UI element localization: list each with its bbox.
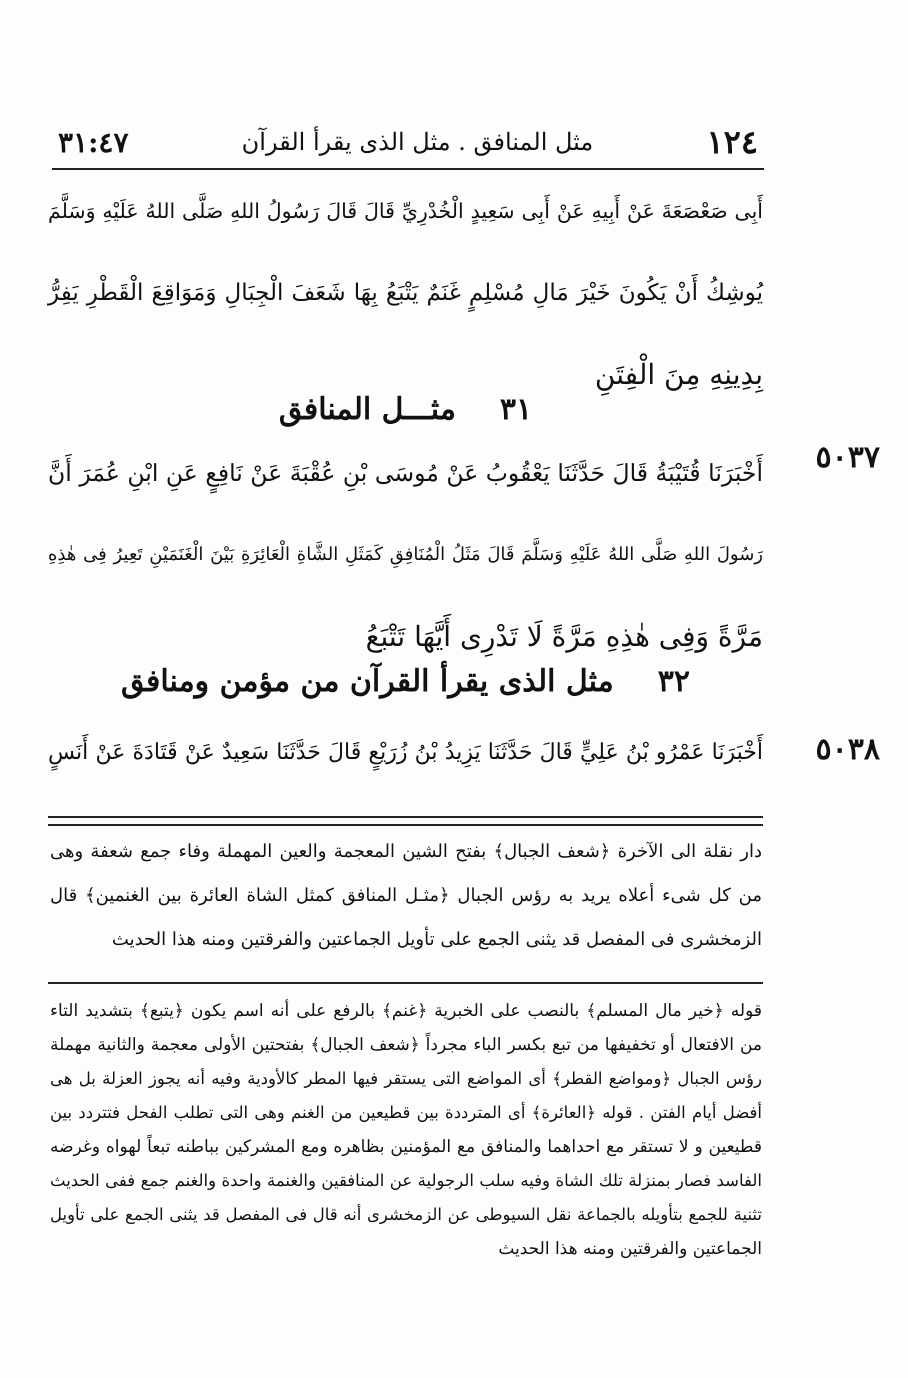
text-line: مَرَّةً وَفِى هٰذِهِ مَرَّةً لَا تَدْرِى أَيَّهَا تَتْبَعُ — [365, 620, 763, 653]
running-title: مثل المنافق . مثل الذى يقرأ القرآن — [241, 128, 594, 156]
text-line: أَخْبَرَنَا قُتَيْبَةُ قَالَ حَدَّثَنَا يَعْقُوبُ عَنْ مُوسَى بْنِ عُقْبَةَ عَنْ نَافِعٍ عَنِ ابْنِ عُمَرَ أَنَّ — [48, 459, 763, 487]
chapter-title: مثل الذى يقرأ القرآن من مؤمن ومنافق — [121, 664, 614, 699]
hadith-number: ٥٠٣٨ — [815, 732, 880, 767]
text-line: رَسُولَ اللهِ صَلَّى اللهُ عَلَيْهِ وَسَلَّمَ قَالَ مَثَلُ الْمُنَافِقِ كَمَثَلِ الشَّاةِ الْعَائِرَةِ بَيْنَ الْغَنَمَيْنِ تَعِيرُ فِى هٰذِهِ — [48, 544, 763, 565]
chapter-heading-31 — [48, 392, 763, 427]
commentary-note-2 — [50, 994, 762, 1266]
note-line: الزمخشرى فى المفصل قد يثنى الجمع على تأويل الجماعتين والفرقتين ومنه هذا الحديث — [111, 929, 762, 950]
page-header — [58, 118, 758, 166]
note-line: قطيعين و لا تستقر مع احداهما والمنافق مع المؤمنين بظاهره ومع المشركين بباطنه تبعاً لهواه وغرضه — [50, 1137, 762, 1157]
note-line: من كل شىء أعلاه يريد به رؤس الجبال ﴿مثـل المنافق كمثل الشاة العائرة بين الغنمين﴾ قال — [50, 885, 762, 906]
note-line: الفاسد فصار بمنزلة تلك الشاة وفيه سلب الرجولية عن المنافقين والغنمة واحدة والغنم جمع ففى الحديث — [50, 1171, 762, 1190]
text-line: أَخْبَرَنَا عَمْرُو بْنُ عَلِيٍّ قَالَ حَدَّثَنَا يَزِيدُ بْنُ زُرَيْعٍ قَالَ حَدَّثَنَا سَعِيدٌ عَنْ قَتَادَةَ عَنْ أَنَسٍ — [48, 740, 763, 765]
chapter-number: ٣١ — [499, 392, 533, 427]
commentary-note-1 — [50, 830, 762, 962]
note-line: من الافتعال أو تخفيفها من تبع بكسر الباء مجرداً ﴿شعف الجبال﴾ بفتحتين الأولى معجمة والثانية مهملة — [50, 1035, 762, 1055]
hadith-number: ٥٠٣٧ — [815, 440, 880, 475]
chapter-heading-32 — [48, 664, 763, 699]
chapter-title: مثـــل المنافق — [278, 392, 456, 427]
note-line: تثنية للجمع بتأويله بالجماعة نقل السيوطى عن الزمخشرى أنه قال فى المفصل قد يثنى الجمع على تأويل — [50, 1205, 762, 1224]
text-line: بِدِينِهِ مِنَ الْفِتَنِ — [594, 358, 763, 391]
note-line: دار نقلة الى الآخرة ﴿شعف الجبال﴾ بفتح الشين المعجمة والعين المهملة وفاء جمع شعفة وهى — [50, 841, 762, 862]
note-line: أفضل أيام الفتن . قوله ﴿العائرة﴾ أى المترددة بين قطيعين من الغنم وهى التى تطلب الفحل فتتردد بين — [50, 1103, 762, 1122]
footnote-double-rule — [48, 816, 763, 826]
hadith-5038-text — [48, 712, 763, 794]
hadith-continuation — [48, 170, 763, 416]
text-line: أَبِى صَعْصَعَةَ عَنْ أَبِيهِ عَنْ أَبِى سَعِيدٍ الْخُدْرِيِّ قَالَ قَالَ رَسُولُ اللهِ صَلَّى اللهُ عَلَيْهِ وَسَلَّمَ — [48, 199, 763, 223]
hadith-5037-text — [48, 432, 763, 678]
note-line: قوله ﴿خير مال المسلم﴾ بالنصب على الخبرية ﴿غنم﴾ بالرفع على أنه اسم يكون ﴿يتبع﴾ بتشديد التاء — [50, 1001, 762, 1021]
note-line: رؤس الجبال ﴿ومواضع القطر﴾ أى المواضع التى يستقر فيها المطر كالأودية وفيه أنه يجوز العزلة بل هى — [50, 1069, 762, 1088]
text-line: يُوشِكُ أَنْ يَكُونَ خَيْرَ مَالِ مُسْلِمٍ غَنَمٌ يَتْبَعُ بِهَا شَعَفَ الْجِبَالِ وَمَوَاقِعَ الْقَطْرِ يَفِرُّ — [48, 280, 763, 306]
volume-reference: ٣١:٤٧ — [58, 125, 129, 159]
note-line: الجماعتين والفرقتين ومنه هذا الحديث — [498, 1239, 762, 1259]
chapter-number: ٣٢ — [657, 664, 690, 699]
page-number: ١٢٤ — [706, 123, 758, 161]
footnote-rule — [48, 982, 763, 984]
